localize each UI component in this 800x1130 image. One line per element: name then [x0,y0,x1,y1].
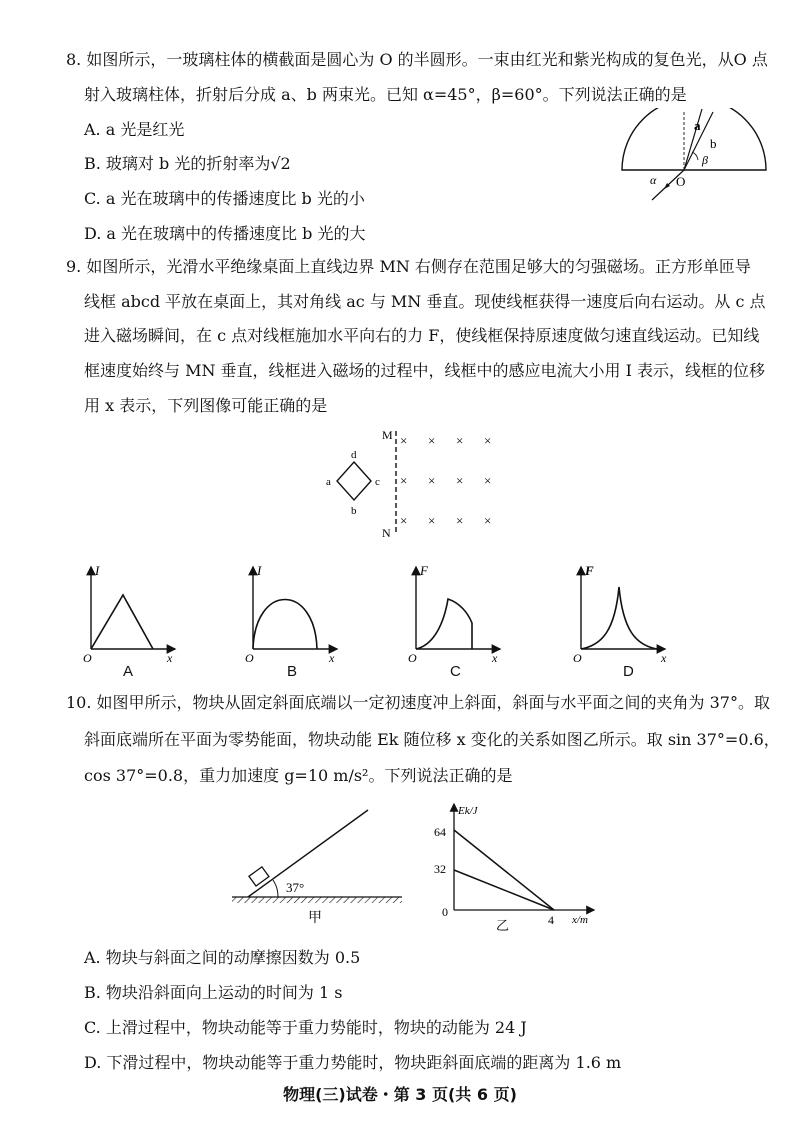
q9-stem-line-3: 进入磁场瞬间，在 c 点对线框施加水平向右的力 F，使线框保持原速度做匀速直线运动。已知线 [84,326,760,345]
q9-label-m: M [382,428,393,442]
graph-c-xlabel: x [492,651,498,665]
graph-b-origin: O [245,651,254,665]
q9-stem-line-1: 9. 如图所示，光滑水平绝缘桌面上直线边界 MN 右侧存在范围足够大的匀强磁场。正方形单匝导 [66,257,751,276]
graph-a-origin: O [83,651,92,665]
graph-b-xlabel: x [329,651,335,665]
q8-label-beta: β [702,153,708,167]
q9-label-d: d [351,449,357,461]
q9-label-n: N [382,526,391,540]
field-cross-2-3: × [484,513,492,528]
graph-d-origin: O [573,651,582,665]
graph-c-origin: O [408,651,417,665]
graph-c-label: C [450,663,461,680]
field-cross-1-2: × [456,473,464,488]
ek-tick-origin: 0 [442,905,448,919]
ek-axis-xlabel: x/m [572,914,588,926]
graph-c-ylabel: F [420,563,428,578]
graph-d-xlabel: x [661,651,667,665]
magnetic-field-crosses [400,433,491,528]
ek-series-line-0 [454,830,554,910]
field-cross-2-1: × [428,513,436,528]
graph-a-label: A [123,663,134,680]
q9-stem-line-5: 用 x 表示，下列图像可能正确的是 [84,396,328,415]
q9-graph-b [245,563,343,680]
q9-label-c: c [375,476,380,488]
q9-field-figure [308,425,508,544]
ek-tick-4: 4 [548,913,554,927]
q8-label-o: O [676,174,686,189]
q8-label-b: b [710,136,717,151]
q8-label-alpha: α [650,173,657,187]
field-cross-0-1: × [428,433,436,448]
q8-semicircle-figure [612,108,772,208]
q10-stem-line-1: 10. 如图甲所示，物块从固定斜面底端以一定初速度冲上斜面，斜面与水平面之间的夹角为 37°。取 [66,693,770,712]
q8-stem-line-1: 8. 如图所示，一玻璃柱体的横截面是圆心为 O 的半圆形。一束由红光和紫光构成的复色光，从O 点 [66,50,768,69]
q9-graph-c [408,563,506,680]
graph-b-label: B [287,663,298,680]
q9-stem-line-2: 线框 abcd 平放在桌面上，其对角线 ac 与 MN 垂直。现使线框获得一速度后向右运动。从 c 点 [84,292,766,311]
incline-angle-label: 37° [286,880,305,895]
q10-option-c: C. 上滑过程中，物块动能等于重力势能时，物块的动能为 24 J [84,1018,527,1037]
field-cross-1-3: × [484,473,492,488]
q8-stem-line-2: 射入玻璃柱体，折射后分成 a、b 两束光。已知 α=45°，β=60°。下列说法正确的是 [84,85,687,104]
q8-option-b: B. 玻璃对 b 光的折射率为√2 [84,154,291,173]
graph-a-ylabel: I [95,563,100,578]
q9-stem-line-4: 框速度始终与 MN 垂直，线框进入磁场的过程中，线框中的感应电流大小用 I 表示，线框的位移 [84,361,766,380]
q8-option-d: D. a 光在玻璃中的传播速度比 b 光的大 [84,224,366,243]
q9-label-b: b [351,505,357,517]
field-cross-0-0: × [400,433,408,448]
q9-label-a: a [326,476,331,488]
q10-stem-line-2: 斜面底端所在平面为零势能面，物块动能 Ek 随位移 x 变化的关系如图乙所示。取 sin 37°=0.6， [84,730,780,749]
graph-b-ylabel: I [257,563,262,578]
field-cross-1-0: × [400,473,408,488]
field-cross-2-0: × [400,513,408,528]
ek-tick-32: 32 [434,862,446,876]
ek-series-line-1 [454,870,554,910]
ek-axis-ylabel: Ek/J [458,805,478,817]
q10-stem-line-3: cos 37°=0.8，重力加速度 g=10 m/s²。下列说法正确的是 [84,766,513,785]
q10-ek-chart [418,798,608,936]
graph-a-xlabel: x [167,651,173,665]
q10-incline-figure [228,806,408,936]
q10-option-b: B. 物块沿斜面向上运动的时间为 1 s [84,983,343,1002]
field-cross-1-1: × [428,473,436,488]
q8-label-a: a [694,118,701,133]
q8-option-c: C. a 光在玻璃中的传播速度比 b 光的小 [84,189,365,208]
graph-d-label: D [623,663,634,680]
q10-option-d: D. 下滑过程中，物块动能等于重力势能时，物块距斜面底端的距离为 1.6 m [84,1053,622,1072]
page-footer: 物理(三)试卷・第 3 页(共 6 页) [283,1085,517,1104]
field-cross-0-2: × [456,433,464,448]
ek-caption: 乙 [496,918,510,932]
incline-caption: 甲 [308,911,322,926]
q10-option-a: A. 物块与斜面之间的动摩擦因数为 0.5 [84,948,361,967]
graph-d-ylabel: F [585,563,594,578]
q9-graph-a [83,563,181,680]
field-cross-2-2: × [456,513,464,528]
q8-option-a: A. a 光是红光 [84,120,185,139]
field-cross-0-3: × [484,433,492,448]
ek-tick-64: 64 [434,825,446,839]
q9-graph-d [573,563,671,680]
